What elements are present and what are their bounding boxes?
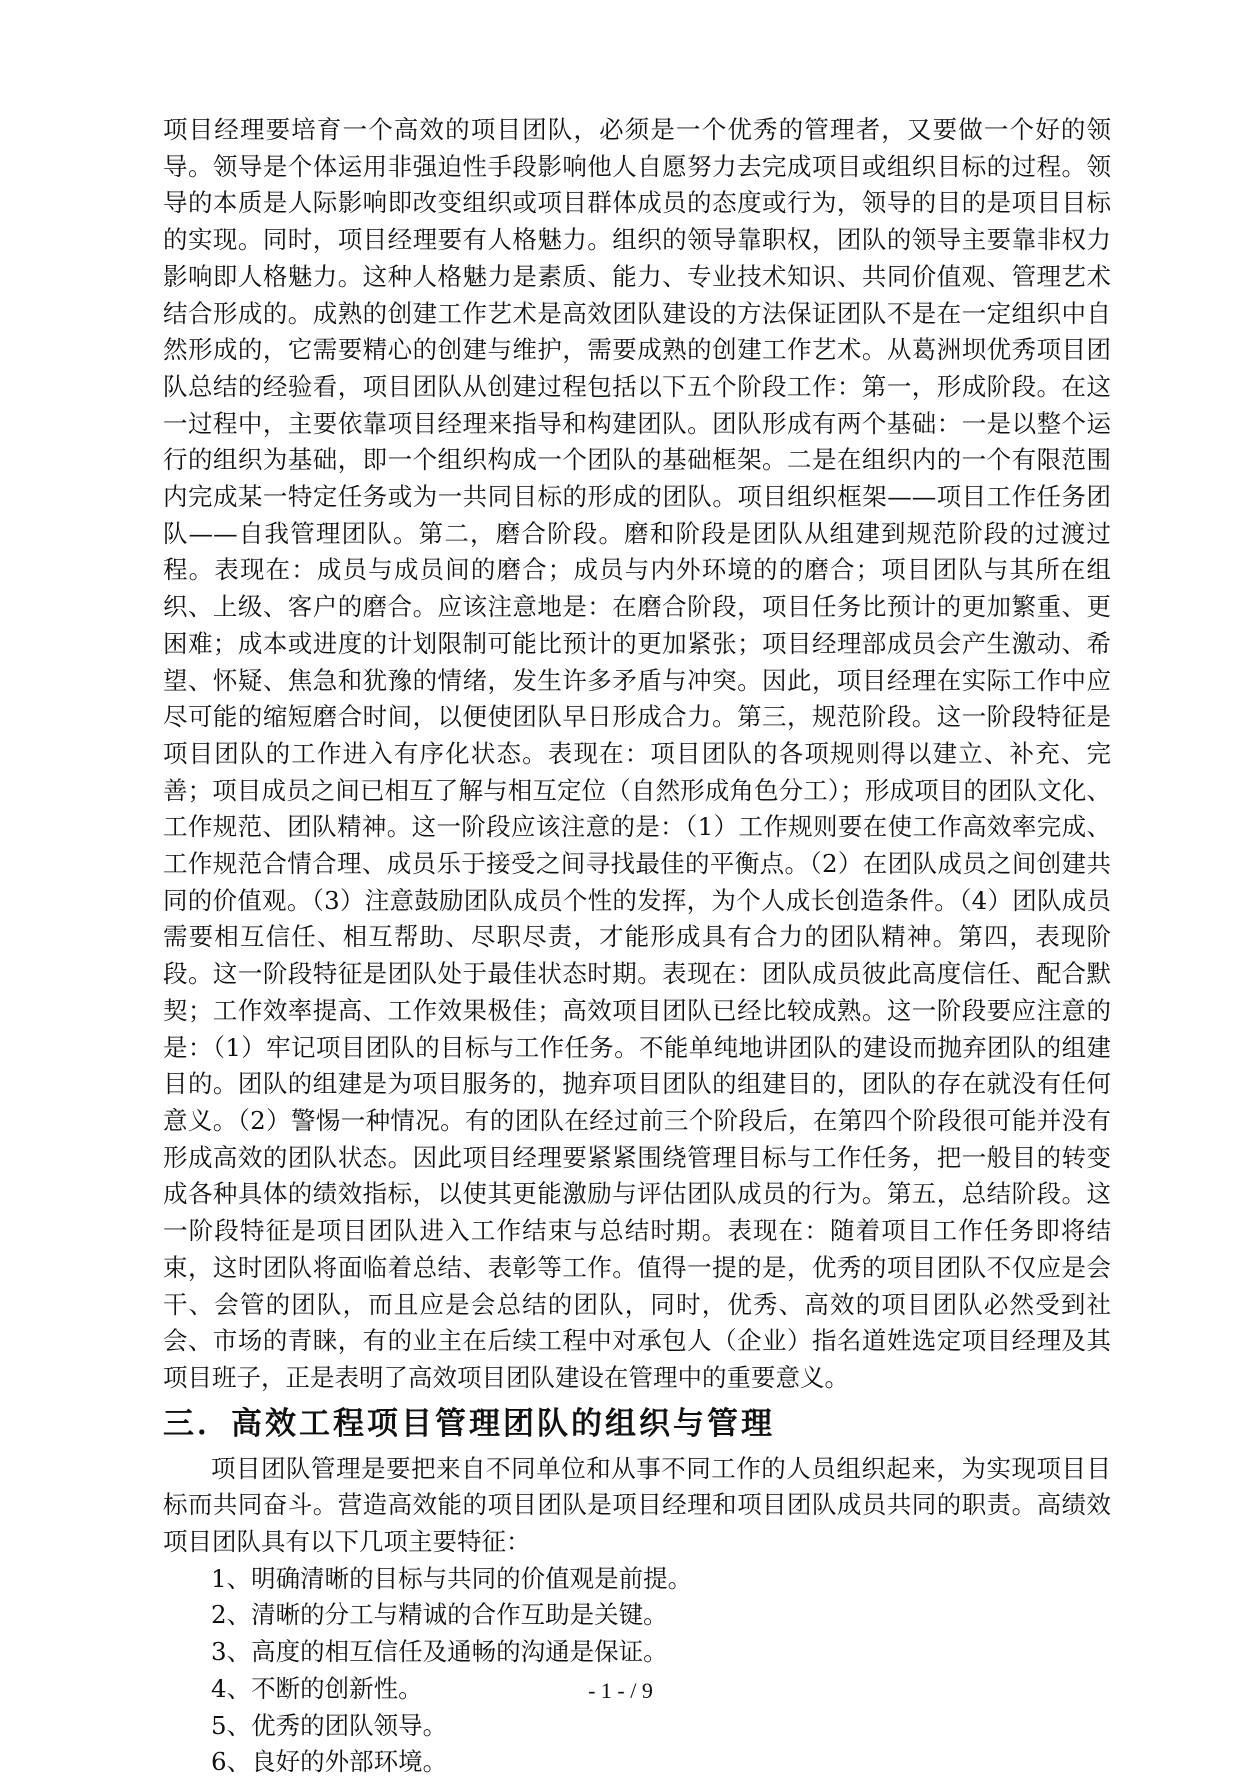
- feature-list: [163, 1561, 1111, 1781]
- list-item: 6、良好的外部环境。: [211, 1747, 448, 1777]
- section-heading: 三．高效工程项目管理团队的组织与管理: [163, 1405, 775, 1442]
- list-item: 2、清晰的分工与精诚的合作互助是关键。: [211, 1600, 668, 1630]
- list-item: 5、优秀的团队领导。: [211, 1710, 448, 1740]
- document-page: [163, 112, 1111, 1781]
- list-item: 1、明确清晰的目标与共同的价值观是前提。: [211, 1563, 693, 1593]
- list-item: 4、不断的创新性。: [211, 1673, 423, 1703]
- body-paragraph-team-building: 项目经理要培育一个高效的项目团队，必须是一个优秀的管理者，又要做一个好的领导。领导是个体运用非强迫性手段影响他人自愿努力去完成项目或组织目标的过程。领导的本质是人际影响即改变组织或项目群体成员的态度或行为，领导的目的是项目目标的实现。同时，项目经理要有人格魅力。组织的领导靠职权，团队的领导主要靠非权力影响即人格魅力。这种人格魅力是素质、能力、专业技术知识、共同价值观、管理艺术结合形成的。成熟的创建工作艺术是高效团队建设的方法保证团队不是在一定组织中自然形成的，它需要精心的创建与维护，需要成熟的创建工作艺术。从葛洲坝优秀项目团队总结的经验看，项目团队从创建过程包括以下五个阶段工作：第一，形成阶段。在这一过程中，主要依靠项目经理来指导和构建团队。团队形成有两个基础：一是以整个运行的组织为基础，即一个组织构成一个团队的基础框架。二是在组织内的一个有限范围内完成某一特定任务或为一共同目标的形成的团队。项目组织框架——项目工作任务团队——自我管理团队。第二，磨合阶段。磨和阶段是团队从组建到规范阶段的过渡过程。表现在：成员与成员间的磨合；成员与内外环境的的磨合；项目团队与其所在组织、上级、客户的磨合。应该注意地是：在磨合阶段，项目任务比预计的更加繁重、更困难；成本或进度的计划限制可能比预计的更加紧张；项目经理部成员会产生激动、希望、怀疑、焦急和犹豫的情绪，发生许多矛盾与冲突。因此，项目经理在实际工作中应尽可能的缩短磨合时间，以便使团队早日形成合力。第三，规范阶段。这一阶段特征是项目团队的工作进入有序化状态。表现在：项目团队的各项规则得以建立、补充、完善；项目成员之间已相互了解与相互定位（自然形成角色分工）；形成项目的团队文化、工作规范、团队精神。这一阶段应该注意的是：（1）工作规则要在使工作高效率完成、工作规范合情合理、成员乐于接受之间寻找最佳的平衡点。（2）在团队成员之间创建共同的价值观。（3）注意鼓励团队成员个性的发挥，为个人成长创造条件。（4）团队成员需要相互信任、相互帮助、尽职尽责，才能形成具有合力的团队精神。第四，表现阶段。这一阶段特征是团队处于最佳状态时期。表现在：团队成员彼此高度信任、配合默契；工作效率提高、工作效果极佳；高效项目团队已经比较成熟。这一阶段要应注意的是：（1）牢记项目团队的目标与工作任务。不能单纯地讲团队的建设而抛弃团队的组建目的。团队的组建是为项目服务的，抛弃项目团队的组建目的，团队的存在就没有任何意义。（2）警惕一种情况。有的团队在经过前三个阶段后，在第四个阶段很可能并没有形成高效的团队状态。因此项目经理要紧紧围绕管理目标与工作任务，把一般目的转变成各种具体的绩效指标，以使其更能激励与评估团队成员的行为。第五，总结阶段。这一阶段特征是项目团队进入工作结束与总结时期。表现在：随着项目工作任务即将结束，这时团队将面临着总结、表彰等工作。值得一提的是，优秀的项目团队不仅应是会干、会管的团队，而且应是会总结的团队，同时，优秀、高效的项目团队必然受到社会、市场的青睐，有的业主在后续工程中对承包人（企业）指名道姓选定项目经理及其项目班子，正是表明了高效项目团队建设在管理中的重要意义。: [163, 115, 1111, 1392]
- list-item: 3、高度的相互信任及通畅的沟通是保证。: [211, 1637, 668, 1667]
- intro-paragraph-team-management: 项目团队管理是要把来自不同单位和从事不同工作的人员组织起来，为实现项目目标而共同奋斗。营造高效能的项目团队是项目经理和项目团队成员共同的职责。高绩效项目团队具有以下几项主要特征：: [163, 1453, 1111, 1557]
- page-number: - 1 - / 9: [588, 1678, 653, 1703]
